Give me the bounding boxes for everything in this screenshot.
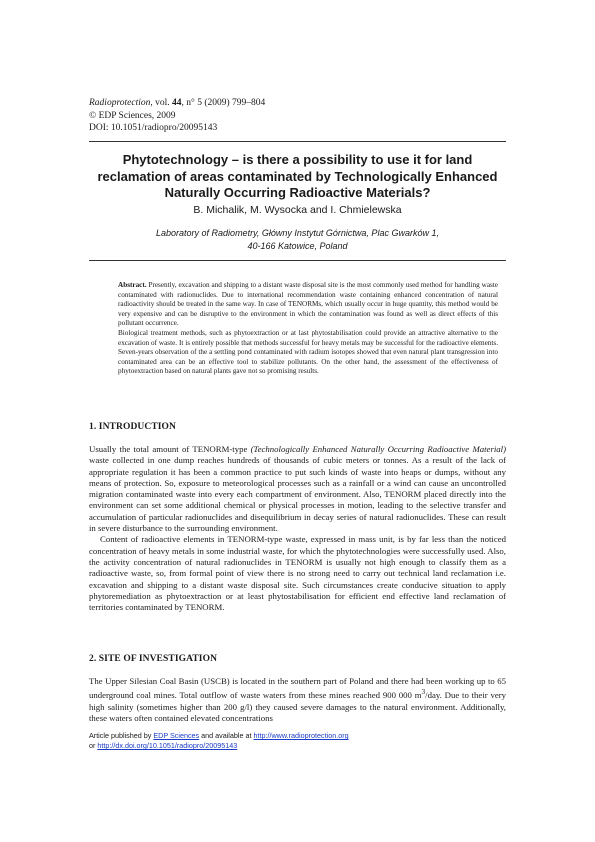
abstract-paragraph-1 — [118, 281, 498, 329]
footer-or: or — [89, 741, 98, 750]
section-heading-introduction: 1. INTRODUCTION — [89, 422, 177, 432]
abstract-label: Abstract. — [118, 281, 147, 289]
affiliation-line-1: Laboratory of Radiometry, Główny Instytut Górnictwa, Plac Gwarków 1, — [156, 228, 439, 238]
citation-header — [89, 97, 265, 135]
volume-prefix: , vol. — [150, 98, 173, 108]
introduction-paragraph-1 — [89, 444, 506, 534]
article-footer — [89, 731, 349, 751]
intro-text-b: waste collected in one dump reaches hundreds of thousands of cubic meters or tonnes. As a result of the lack of appropriate regulation it has been a common practice to put such kinds of waste into heaps or dumps, without any means of protection. So, exposure to meteorological processes such as a rainfall or a wind can cause an uncontrolled migration contaminated waste into every each compartment of environment. Also, TENORM placed directly into the environment can set some additional chemical or physical processes in motion, leading to the selective transfer and accumulation of particular radionuclides and disequilibrium in decay series of natural radionuclides. These can result in severe disturbance to the surrounding environment. — [89, 455, 506, 534]
doi-url-link[interactable]: http://dx.doi.org/10.1051/radiopro/20095143 — [97, 741, 238, 750]
section-heading-site: 2. SITE OF INVESTIGATION — [89, 654, 218, 664]
site-text-b: /day. Due to their very high salinity (sometimes higher than 200 g/l) they caused severe damages to the natural environment. Additionally, these waters often contained elevated concentrations — [89, 690, 507, 723]
journal-url-link[interactable]: http://www.radioprotection.org — [253, 731, 349, 740]
site-paragraph-1 — [89, 676, 506, 724]
affiliation — [89, 227, 506, 252]
footer-line-1 — [89, 731, 349, 741]
footer-prefix: Article published by — [89, 731, 154, 740]
paper-title: Phytotechnology – is there a possibility to use it for land reclamation of areas contaminated by Technologically Enhanced Naturally Occurring Radioactive Materials? — [97, 152, 498, 200]
publisher-link[interactable]: EDP Sciences — [153, 731, 200, 740]
issue-pages: , n° 5 (2009) 799–804 — [181, 98, 266, 108]
footer-line-2 — [89, 741, 349, 751]
copyright-line: © EDP Sciences, 2009 — [89, 110, 176, 121]
intro-italic-definition: (Technologically Enhanced Naturally Occurring Radioactive Material) — [250, 444, 506, 454]
author-list: B. Michalik, M. Wysocka and I. Chmielewska — [193, 204, 402, 216]
volume-number: 44 — [172, 98, 182, 108]
journal-name: Radioprotection — [89, 98, 151, 108]
footer-middle: and available at — [199, 731, 254, 740]
title-bottom-rule — [89, 260, 506, 261]
doi-line: DOI: 10.1051/radiopro/20095143 — [89, 123, 218, 133]
introduction-body — [89, 444, 506, 613]
site-body — [89, 676, 506, 724]
abstract-paragraph-2: Biological treatment methods, such as phytoextraction or at last phytostabilisation could provide an attractive alternative to the excavation of waste. It is entirely possible that methods successful for heavy metals may be successful for the radioactive elements. Seven-years observation of the a settling pond contaminated with radium isotopes showed that even natural plant transgression into contaminated area can be an effective tool to stabilize pollutants. On the other hand, the assessment of the effectiveness of phytoextraction based on natural plants gave not so promising results. — [118, 328, 498, 376]
abstract-text-1: Presently, excavation and shipping to a distant waste disposal site is the most commonly used method for handling waste contaminated with radionuclides. Due to international recommendation waste containing enhanced concentration of natural radioactivity should be treated in the same way. In case of TENORMs, which usually occur in huge quantity, this method would be very expensive and can be disruptive to the environment in which the contamination was found as well as direct effects of this pollutant occurrence. — [118, 281, 498, 328]
superscript-3: 3 — [421, 688, 426, 697]
site-text-a: The Upper Silesian Coal Basin (USCB) is located in the southern part of Poland and there had been working up to 65 underground coal mines. Total outflow of waste waters from these mines reached 900 000 m — [89, 676, 506, 701]
abstract — [118, 281, 498, 377]
affiliation-line-2: 40-166 Katowice, Poland — [247, 240, 348, 251]
intro-text-a: Usually the total amount of TENORM-type — [89, 444, 251, 454]
introduction-paragraph-2: Content of radioactive elements in TENORM-type waste, expressed in mass unit, is by far less than the noticed concentration of heavy metals in some industrial waste, for which the phytotechnologies were successfully used. Also, the activity concentration of natural radionuclides in TENORM is usually not high enough to classify them as a radioactive waste, so, from formal point of view there is no strong need to carry out technical land reclamation i.e. excavation and shipping to a distant waste disposal site. Such circumstances create conducive situation to apply phytoremediation as phytoextraction or at least phytostabilisation for efficient end effective land reclamation of territories contaminated by TENORM. — [89, 534, 506, 613]
citation-line — [89, 97, 265, 110]
title-top-rule — [89, 141, 506, 142]
